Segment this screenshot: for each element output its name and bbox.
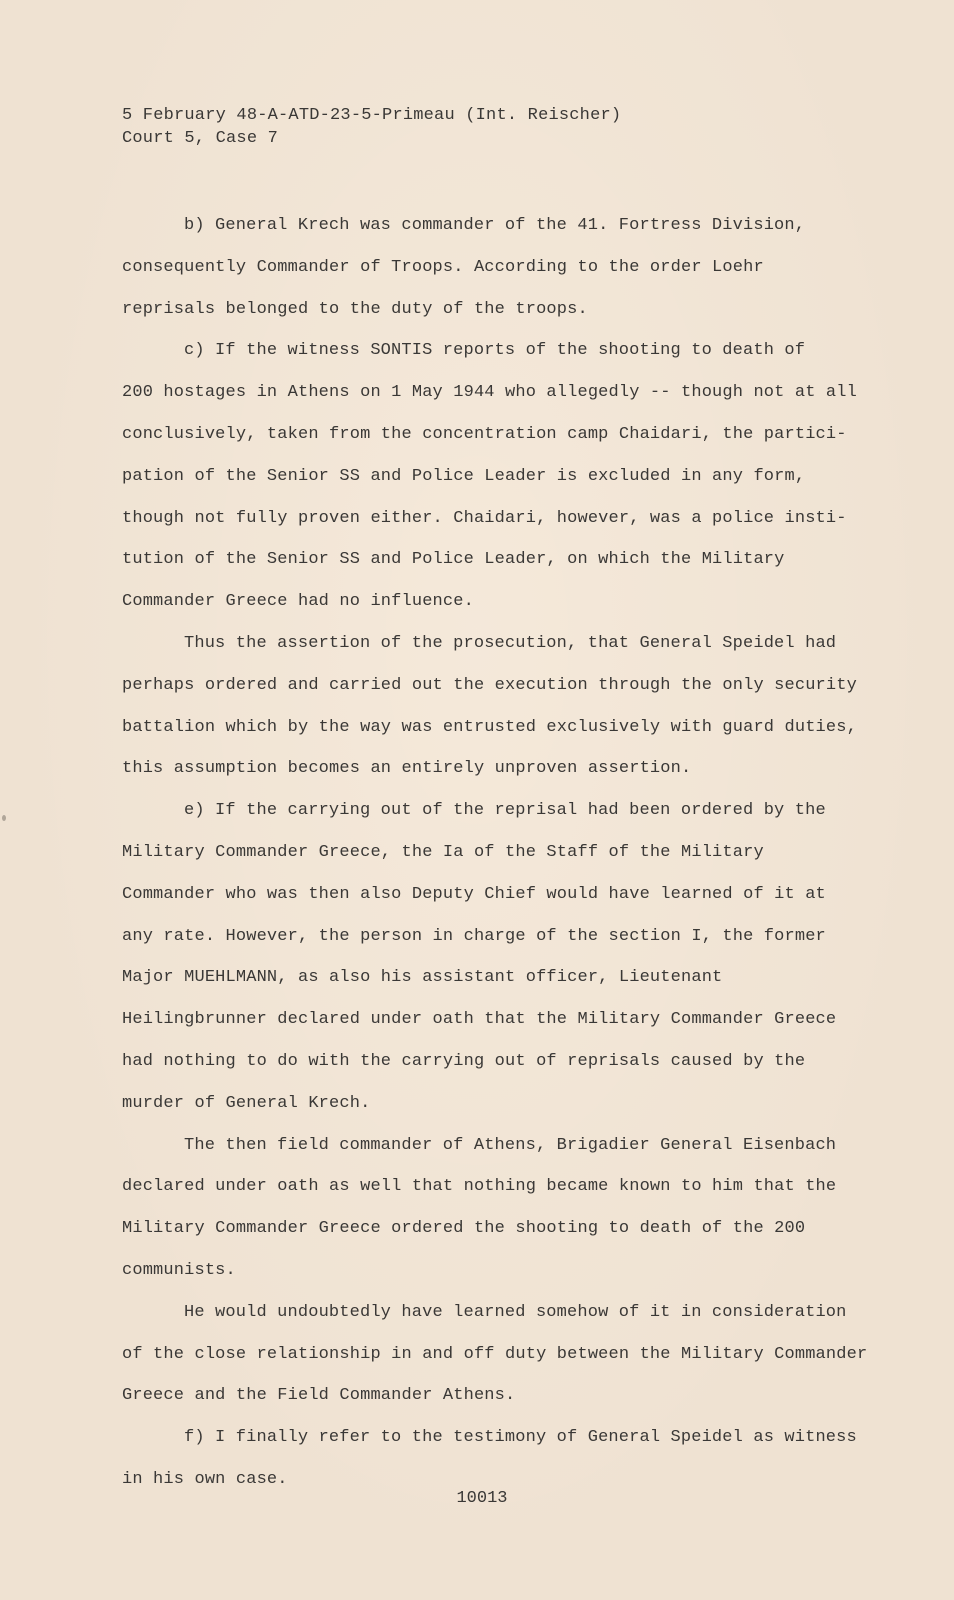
text-line: f) I finally refer to the testimony of General Speidel as witness: [184, 1428, 857, 1448]
text-line: battalion which by the way was entrusted exclusively with guard duties,: [122, 717, 857, 737]
text-line: though not fully proven either. Chaidari, however, was a police insti-: [122, 508, 847, 528]
text-line: He would undoubtedly have learned somehow of it in consideration: [184, 1302, 847, 1322]
document-body: [122, 205, 868, 1501]
text-line: 200 hostages in Athens on 1 May 1944 who allegedly -- though not at all: [122, 383, 857, 403]
text-line: conclusively, taken from the concentration camp Chaidari, the partici-: [122, 424, 847, 444]
text-line: e) If the carrying out of the reprisal had been ordered by the: [184, 801, 826, 821]
text-line: The then field commander of Athens, Brigadier General Eisenbach: [184, 1135, 837, 1155]
text-line: Commander who was then also Deputy Chief would have learned of it at: [122, 884, 826, 904]
header-court-line: Court 5, Case 7: [122, 129, 279, 148]
text-line: pation of the Senior SS and Police Leader is excluded in any form,: [122, 466, 806, 486]
text-line: in his own case.: [122, 1469, 288, 1489]
text-line: communists.: [122, 1260, 236, 1280]
text-line: this assumption becomes an entirely unproven assertion.: [122, 759, 692, 779]
text-line: any rate. However, the person in charge of the section I, the former: [122, 926, 826, 946]
text-line: Military Commander Greece ordered the shooting to death of the 200: [122, 1219, 806, 1239]
text-line: consequently Commander of Troops. According to the order Loehr: [122, 257, 764, 277]
text-line: b) General Krech was commander of the 41. Fortress Division,: [184, 216, 806, 235]
text-line: Military Commander Greece, the Ia of the Staff of the Military: [122, 842, 764, 862]
text-line: Heilingbrunner declared under oath that the Military Commander Greece: [122, 1010, 837, 1030]
text-line: reprisals belonged to the duty of the troops.: [122, 299, 588, 319]
punch-mark-decoration: [2, 815, 6, 821]
text-line: c) If the witness SONTIS reports of the shooting to death of: [184, 341, 806, 361]
text-line: tution of the Senior SS and Police Leader, on which the Military: [122, 550, 785, 570]
text-line: Greece and the Field Commander Athens.: [122, 1386, 516, 1406]
text-line: perhaps ordered and carried out the execution through the only security: [122, 675, 857, 695]
header-reference-line: 5 February 48-A-ATD-23-5-Primeau (Int. Reischer): [122, 106, 622, 125]
text-line: of the close relationship in and off duty between the Military Commander: [122, 1344, 868, 1364]
text-line: Commander Greece had no influence.: [122, 592, 474, 612]
text-line: had nothing to do with the carrying out of reprisals caused by the: [122, 1051, 806, 1071]
document-header: [122, 104, 621, 150]
text-line: declared under oath as well that nothing became known to him that the: [122, 1177, 837, 1197]
text-line: Major MUEHLMANN, as also his assistant officer, Lieutenant: [122, 968, 723, 988]
text-line: murder of General Krech.: [122, 1093, 371, 1113]
text-line: Thus the assertion of the prosecution, that General Speidel had: [184, 633, 837, 653]
page-number: 10013: [456, 1489, 508, 1508]
